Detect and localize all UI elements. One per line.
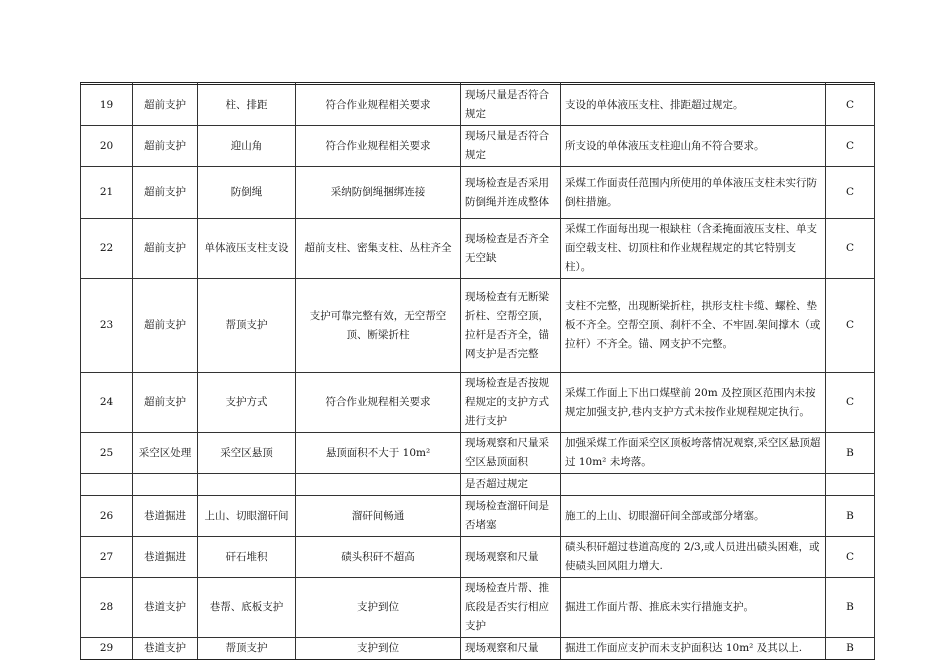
table-row bbox=[81, 219, 875, 279]
cell-item: 单体液压支柱支设 bbox=[198, 219, 296, 279]
cell-grade: C bbox=[826, 373, 875, 433]
cell-item: 矸石堆积 bbox=[198, 537, 296, 578]
cell-hazard bbox=[561, 474, 826, 496]
cell-method: 现场检查溜矸间是否堵塞 bbox=[461, 496, 561, 537]
cell-grade: B bbox=[826, 496, 875, 537]
table-row bbox=[81, 433, 875, 474]
cell-item bbox=[198, 474, 296, 496]
cell-category: 超前支护 bbox=[133, 373, 198, 433]
cell-method: 现场检查是否采用防倒绳并连成整体 bbox=[461, 167, 561, 219]
cell-grade: C bbox=[826, 537, 875, 578]
cell-category: 超前支护 bbox=[133, 279, 198, 373]
cell-grade bbox=[826, 474, 875, 496]
cell-method: 是否超过规定 bbox=[461, 474, 561, 496]
cell-standard: 支护到位 bbox=[296, 638, 461, 660]
cell-hazard: 采煤工作面每出现一根缺柱（含柔掩面液压支柱、单支面空载支柱、切顶柱和作业规程规定的其它特别支柱）。 bbox=[561, 219, 826, 279]
cell-item: 上山、切眼溜矸间 bbox=[198, 496, 296, 537]
cell-method: 现场尺量是否符合规定 bbox=[461, 85, 561, 126]
cell-hazard: 掘进工作面片帮、推底未实行措施支护。 bbox=[561, 578, 826, 638]
inspection-table bbox=[80, 82, 875, 660]
cell-method: 现场观察和尺量 bbox=[461, 638, 561, 660]
cell-standard: 碛头积矸不超高 bbox=[296, 537, 461, 578]
cell-standard: 符合作业规程相关要求 bbox=[296, 126, 461, 167]
cell-no: 22 bbox=[81, 219, 133, 279]
cell-item: 迎山角 bbox=[198, 126, 296, 167]
cell-grade: B bbox=[826, 638, 875, 660]
cell-hazard: 所支设的单体液压支柱迎山角不符合要求。 bbox=[561, 126, 826, 167]
table-row bbox=[81, 85, 875, 126]
cell-hazard: 采煤工作面上下出口煤壁前 20m 及控顶区范围内未按规定加强支护,巷内支护方式未按作业规程规定执行。 bbox=[561, 373, 826, 433]
cell-category: 巷道支护 bbox=[133, 578, 198, 638]
cell-hazard: 采煤工作面责任范围内所使用的单体液压支柱未实行防倒柱措施。 bbox=[561, 167, 826, 219]
cell-no: 24 bbox=[81, 373, 133, 433]
table-row bbox=[81, 373, 875, 433]
table-row bbox=[81, 578, 875, 638]
cell-category: 巷道支护 bbox=[133, 638, 198, 660]
cell-method: 现场观察和尺量 bbox=[461, 537, 561, 578]
cell-method: 现场检查片帮、推底段是否实行相应支护 bbox=[461, 578, 561, 638]
cell-category: 超前支护 bbox=[133, 126, 198, 167]
cell-no: 27 bbox=[81, 537, 133, 578]
cell-standard: 支护可靠完整有效，无空帮空顶、断梁折柱 bbox=[296, 279, 461, 373]
cell-hazard: 掘进工作面应支护而未支护面积达 10m² 及其以上. bbox=[561, 638, 826, 660]
cell-method: 现场尺量是否符合规定 bbox=[461, 126, 561, 167]
cell-no: 21 bbox=[81, 167, 133, 219]
cell-no: 25 bbox=[81, 433, 133, 474]
cell-standard: 超前支柱、密集支柱、丛柱齐全 bbox=[296, 219, 461, 279]
table-row bbox=[81, 126, 875, 167]
cell-no bbox=[81, 474, 133, 496]
cell-standard: 采纳防倒绳捆绑连接 bbox=[296, 167, 461, 219]
table-row bbox=[81, 496, 875, 537]
cell-hazard: 支设的单体液压支柱、排距超过规定。 bbox=[561, 85, 826, 126]
cell-no: 20 bbox=[81, 126, 133, 167]
cell-grade: B bbox=[826, 433, 875, 474]
cell-item: 采空区悬顶 bbox=[198, 433, 296, 474]
cell-method: 现场检查有无断梁折柱、空帮空顶，拉杆是否齐全，锚网支护是否完整 bbox=[461, 279, 561, 373]
cell-grade: C bbox=[826, 167, 875, 219]
table-row bbox=[81, 167, 875, 219]
cell-no: 26 bbox=[81, 496, 133, 537]
cell-grade: B bbox=[826, 578, 875, 638]
cell-no: 28 bbox=[81, 578, 133, 638]
cell-hazard: 加强采煤工作面采空区顶板垮落情况观察,采空区悬顶超过 10m² 未垮落。 bbox=[561, 433, 826, 474]
cell-hazard: 施工的上山、切眼溜矸间全部或部分堵塞。 bbox=[561, 496, 826, 537]
table-row bbox=[81, 537, 875, 578]
cell-no: 19 bbox=[81, 85, 133, 126]
cell-grade: C bbox=[826, 279, 875, 373]
cell-grade: C bbox=[826, 126, 875, 167]
cell-category: 巷道掘进 bbox=[133, 537, 198, 578]
cell-item: 巷帮、底板支护 bbox=[198, 578, 296, 638]
cell-grade: C bbox=[826, 85, 875, 126]
table-row bbox=[81, 279, 875, 373]
cell-item: 防倒绳 bbox=[198, 167, 296, 219]
cell-category bbox=[133, 474, 198, 496]
cell-standard: 符合作业规程相关要求 bbox=[296, 373, 461, 433]
cell-grade: C bbox=[826, 219, 875, 279]
cell-method: 现场检查是否齐全无空缺 bbox=[461, 219, 561, 279]
cell-hazard: 支柱不完整，出现断梁折柱，拱形支柱卡缆、螺栓、垫板不齐全。空帮空顶、刹杆不全、不牢固.架间撑木（或拉杆）不齐全。锚、网支护不完整。 bbox=[561, 279, 826, 373]
cell-standard: 溜矸间畅通 bbox=[296, 496, 461, 537]
cell-method: 现场观察和尺量采空区悬顶面积 bbox=[461, 433, 561, 474]
cell-standard: 悬顶面积不大于 10m² bbox=[296, 433, 461, 474]
cell-category: 巷道掘进 bbox=[133, 496, 198, 537]
table-row bbox=[81, 638, 875, 660]
cell-item: 帮顶支护 bbox=[198, 638, 296, 660]
cell-no: 23 bbox=[81, 279, 133, 373]
cell-category: 超前支护 bbox=[133, 85, 198, 126]
cell-category: 超前支护 bbox=[133, 219, 198, 279]
cell-standard: 支护到位 bbox=[296, 578, 461, 638]
cell-category: 采空区处理 bbox=[133, 433, 198, 474]
cell-item: 支护方式 bbox=[198, 373, 296, 433]
cell-no: 29 bbox=[81, 638, 133, 660]
cell-item: 帮顶支护 bbox=[198, 279, 296, 373]
cell-category: 超前支护 bbox=[133, 167, 198, 219]
table-row bbox=[81, 474, 875, 496]
cell-hazard: 碛头积矸超过巷道高度的 2/3,或人员进出碛头困难，或使碛头回风阻力增大. bbox=[561, 537, 826, 578]
cell-standard bbox=[296, 474, 461, 496]
cell-item: 柱、排距 bbox=[198, 85, 296, 126]
cell-method: 现场检查是否按规程规定的支护方式进行支护 bbox=[461, 373, 561, 433]
cell-standard: 符合作业规程相关要求 bbox=[296, 85, 461, 126]
